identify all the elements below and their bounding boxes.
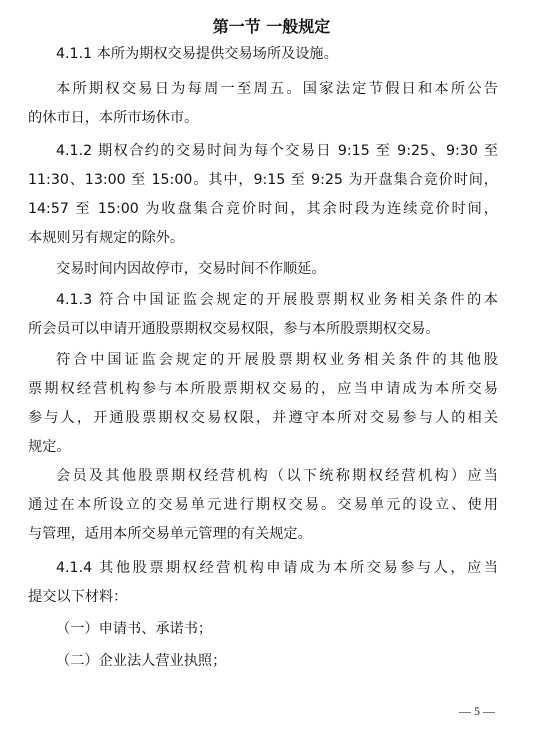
text-line: 4.1.3 符合中国证监会规定的开展股票期权业务相关条件的本 [56, 292, 498, 308]
text-line: 交易时间内因故停市，交易时间不作顺延。 [56, 261, 326, 277]
text-line: 11:30、13:00 至 15:00。其中，9:15 至 9:25 为开盘集合竞价时间， [28, 172, 498, 188]
text-line: 规定。 [28, 439, 71, 455]
paragraph-4-1-3 [28, 286, 498, 344]
page-number: — 5 — [459, 704, 495, 718]
section-title: 第一节 一般规定 [212, 17, 331, 36]
text-line: 参与人，开通股票期权交易权限，并遵守本所对交易参与人的相关 [28, 410, 498, 426]
text-line: 本所期权交易日为每周一至周五。国家法定节假日和本所公告 [56, 81, 498, 97]
text-line: 与管理，适用本所交易单元管理的有关规定。 [28, 526, 312, 542]
paragraph-trading-units [28, 462, 498, 549]
text-line: （一）申请书、承诺书； [56, 621, 213, 637]
text-line: 4.1.4 其他股票期权经营机构申请成为本所交易参与人，应当 [56, 560, 498, 576]
text-line: 提交以下材料： [28, 589, 128, 605]
text-line: 符合中国证监会规定的开展股票期权业务相关条件的其他股 [56, 352, 498, 368]
paragraph-suspension [28, 255, 498, 284]
paragraph-trading-days [28, 75, 498, 133]
text-line: 14:57 至 15:00 为收盘集合竞价时间，其余时段为连续竞价时间， [28, 201, 498, 217]
text-line: 会员及其他股票期权经营机构（以下统称期权经营机构）应当 [56, 468, 498, 484]
paragraph-4-1-2 [28, 137, 498, 253]
text-line: 票期权经营机构参与本所股票期权交易的，应当申请成为本所交易 [28, 381, 498, 397]
paragraph-4-1-4 [28, 554, 498, 612]
text-line: 4.1.2 期权合约的交易时间为每个交易日 9:15 至 9:25、9:30 至 [56, 143, 498, 159]
paragraph-other-institutions [28, 346, 498, 462]
text-line: 所会员可以申请开通股票期权交易权限，参与本所股票期权交易。 [28, 321, 440, 337]
text-line: 4.1.1 本所为期权交易提供交易场所及设施。 [56, 46, 338, 62]
list-item-business-license [28, 647, 498, 676]
text-line: 本规则另有规定的除外。 [28, 230, 185, 246]
text-line: 的休市日，本所市场休市。 [28, 110, 199, 126]
list-item-application [28, 615, 498, 644]
paragraph-4-1-1 [28, 40, 498, 69]
text-line: 通过在本所设立的交易单元进行期权交易。交易单元的设立、使用 [28, 497, 498, 513]
text-line: （二）企业法人营业执照； [56, 653, 227, 669]
